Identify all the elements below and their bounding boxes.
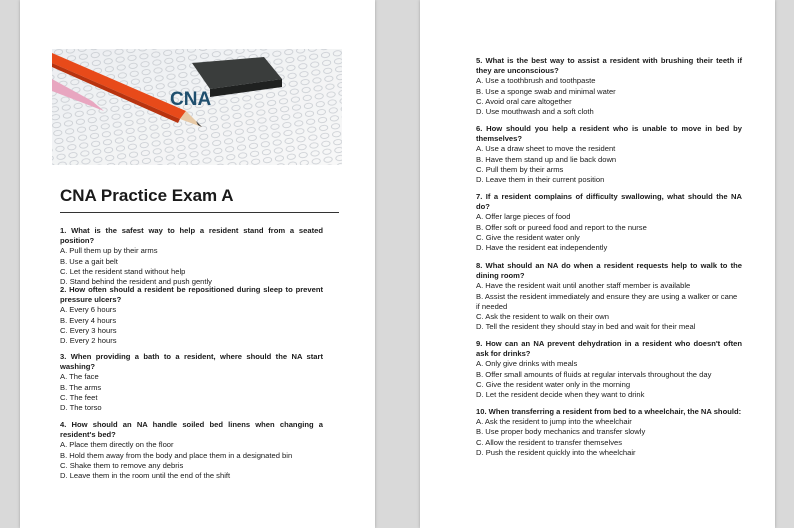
question-text: 10. When transferring a resident from bed to a wheelchair, the NA should:	[476, 407, 742, 416]
answer-option: C. Shake them to remove any debris	[60, 460, 184, 470]
answer-option: D. Leave them in their current position	[476, 175, 605, 185]
answer-option: C. Ask the resident to walk on their own	[476, 312, 609, 322]
answer-option: B. Every 4 hours	[60, 315, 117, 325]
answer-option: D. Have the resident eat independently	[476, 243, 608, 253]
answer-option: D. Let the resident decide when they want to drink	[476, 390, 645, 400]
question-block-5	[476, 56, 742, 117]
answer-option: A. Pull them up by their arms	[60, 246, 158, 256]
answer-option: D. Leave them in the room until the end of the shift	[60, 471, 231, 481]
answer-option: C. Pull them by their arms	[476, 164, 564, 174]
answer-option: C. Avoid oral care altogether	[476, 96, 572, 106]
header-photo	[52, 49, 342, 165]
question-text: 4. How should an NA handle soiled bed linens when changing a resident's bed?	[60, 420, 323, 440]
cna-banner-text: CNA	[170, 89, 212, 110]
answer-option: B. Hold them away from the body and place them in a designated bin	[60, 450, 293, 460]
title-divider	[60, 212, 339, 213]
question-block-7	[476, 192, 742, 253]
answer-option: A. Place them directly on the floor	[60, 440, 174, 450]
answer-option: B. Offer small amounts of fluids at regular intervals throughout the day	[476, 369, 712, 379]
question-block-6	[476, 124, 742, 185]
question-block-2	[60, 285, 323, 346]
answer-option: C. Give the resident water only in the morning	[476, 379, 631, 389]
answer-option: C. Allow the resident to transfer themselves	[476, 437, 623, 447]
question-block-1	[60, 226, 323, 287]
question-block-9	[476, 339, 742, 400]
answer-option: C. Give the resident water only	[476, 232, 580, 242]
answer-option: A. Only give drinks with meals	[476, 359, 578, 369]
answer-option: A. Have the resident wait until another staff member is available	[476, 281, 691, 291]
question-text: 9. How can an NA prevent dehydration in a resident who doesn't often ask for drinks?	[476, 339, 742, 359]
answer-option: A. Use a toothbrush and toothpaste	[476, 76, 596, 86]
question-block-8	[476, 261, 742, 332]
document-page-2	[420, 0, 775, 528]
answer-option: D. The torso	[60, 403, 102, 413]
question-text: 7. If a resident complains of difficulty swallowing, what should the NA do?	[476, 192, 742, 212]
answer-option: D. Push the resident quickly into the wheelchair	[476, 447, 636, 457]
question-text: 2. How often should a resident be repositioned during sleep to prevent pressure ulcers?	[60, 285, 323, 305]
answer-option: B. Offer soft or pureed food and report to the nurse	[476, 222, 647, 232]
answer-option: B. Have them stand up and lie back down	[476, 154, 617, 164]
answer-option: A. Use a draw sheet to move the resident	[476, 144, 616, 154]
answer-option: B. The arms	[60, 382, 102, 392]
question-text: 5. What is the best way to assist a resident with brushing their teeth if they are unconscious?	[476, 56, 742, 76]
answer-option: B. Assist the resident immediately and ensure they are using a walker or cane if needed	[476, 291, 738, 311]
answer-option: B. Use a sponge swab and minimal water	[476, 86, 616, 96]
answer-option: D. Use mouthwash and a soft cloth	[476, 107, 594, 117]
document-page-1	[20, 0, 375, 528]
question-text: 6. How should you help a resident who is unable to move in bed by themselves?	[476, 124, 742, 144]
question-block-10	[476, 407, 742, 458]
answer-option: A. Offer large pieces of food	[476, 212, 571, 222]
question-block-3	[60, 352, 323, 413]
document-title: CNA Practice Exam A	[60, 186, 234, 205]
answer-option: B. Use proper body mechanics and transfer slowly	[476, 427, 646, 437]
answer-option: C. Every 3 hours	[60, 325, 117, 335]
answer-option: A. Ask the resident to jump into the wheelchair	[476, 417, 632, 427]
answer-option: A. The face	[60, 372, 99, 382]
answer-option: B. Use a gait belt	[60, 256, 118, 266]
answer-option: D. Stand behind the resident and push gently	[60, 277, 212, 287]
question-block-4	[60, 420, 323, 481]
answer-option: D. Every 2 hours	[60, 336, 117, 346]
answer-option: C. The feet	[60, 392, 98, 402]
answer-option: D. Tell the resident they should stay in bed and wait for their meal	[476, 322, 696, 332]
answer-option: A. Every 6 hours	[60, 305, 117, 315]
answer-option: C. Let the resident stand without help	[60, 266, 186, 276]
question-text: 8. What should an NA do when a resident requests help to walk to the dining room?	[476, 261, 742, 281]
question-text: 3. When providing a bath to a resident, where should the NA start washing?	[60, 352, 323, 372]
question-text: 1. What is the safest way to help a resident stand from a seated position?	[60, 226, 323, 246]
